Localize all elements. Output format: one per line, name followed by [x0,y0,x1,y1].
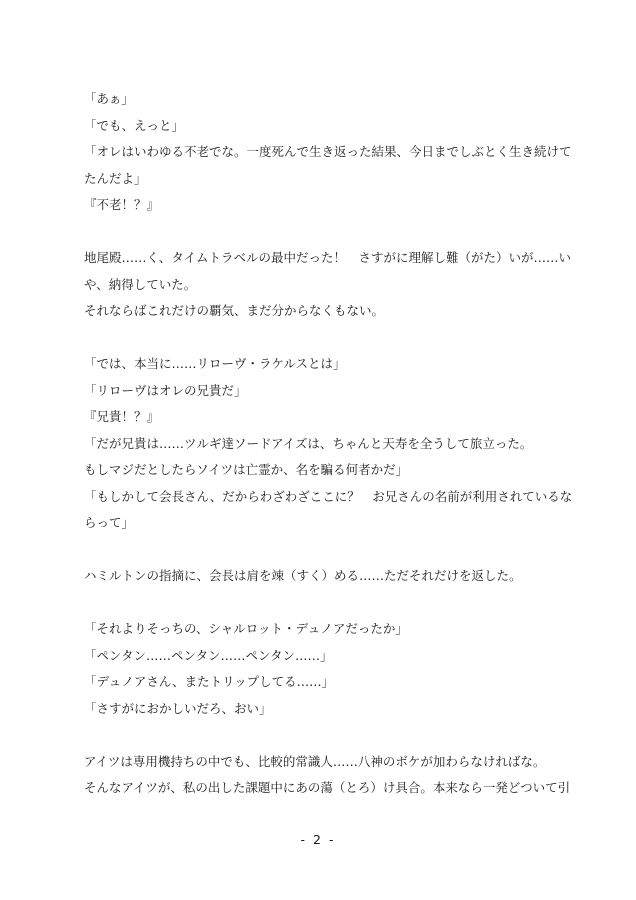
text-line: アイツは専用機持ちの中でも、比較的常識人……八神のボケが加わらなければな。 [84,753,546,769]
text-line: 「デュノアさん、またトリップしてる……」 [84,674,335,689]
blank-line [84,325,564,352]
blank-line [84,219,564,246]
blank-line [84,537,564,564]
text-line: そんなアイツが、私の出した課題中にあの蕩（とろ）け具合。本来なら一発どついて引 [84,780,571,795]
body-text [84,86,573,802]
text-line: それならばこれだけの覇気、まだ分からなくもない。 [84,303,385,318]
text-line: や、納得していた。 [84,276,197,292]
blank-line [84,722,564,749]
text-line: ハミルトンの指摘に、会長は肩を竦（すく）める……ただそれだけを返した。 [84,568,522,583]
text-line: 「ペンタン……ペンタン……ペンタン……」 [84,647,333,663]
text-line: もしマジだとしたらソイツは亡霊か、名を騙る何者かだ」 [84,462,409,477]
text-line: 「オレはいわゆる不老でな。一度死んで生き返った結果、今日までしぶとく生き続けて [84,144,572,159]
text-line: 「リローヴはオレの兄貴だ」 [84,382,247,398]
page-number: - 2 - [300,832,336,847]
text-line: 「あぁ」 [84,91,134,106]
text-line: 「では、本当に……リローヴ・ラケルスとは」 [84,356,346,371]
text-line: 「さすがにおかしいだろ、おい」 [84,700,272,716]
text-line: 「でも、えっと」 [84,117,185,133]
text-line: 地尾殿……く、タイムトラベルの最中だった！ さすがに理解し難（がた）いが……い [84,250,572,265]
text-line: 「もしかして会長さん、だからわざわざここに？ お兄さんの名前が利用されているな [84,488,573,504]
text-line: 『兄貴！？』 [84,409,160,424]
text-line: 「だが兄貴は……ツルギ達ソードアイズは、ちゃんと天寿を全うして旅立った。 [84,435,533,451]
blank-line [84,590,564,617]
text-line: 「それよりそっちの、シャルロット・デュノアだったか」 [84,621,408,636]
text-line: たんだよ」 [84,170,147,186]
text-line: 『不老！？』 [84,197,160,212]
text-line: らって」 [84,515,135,530]
